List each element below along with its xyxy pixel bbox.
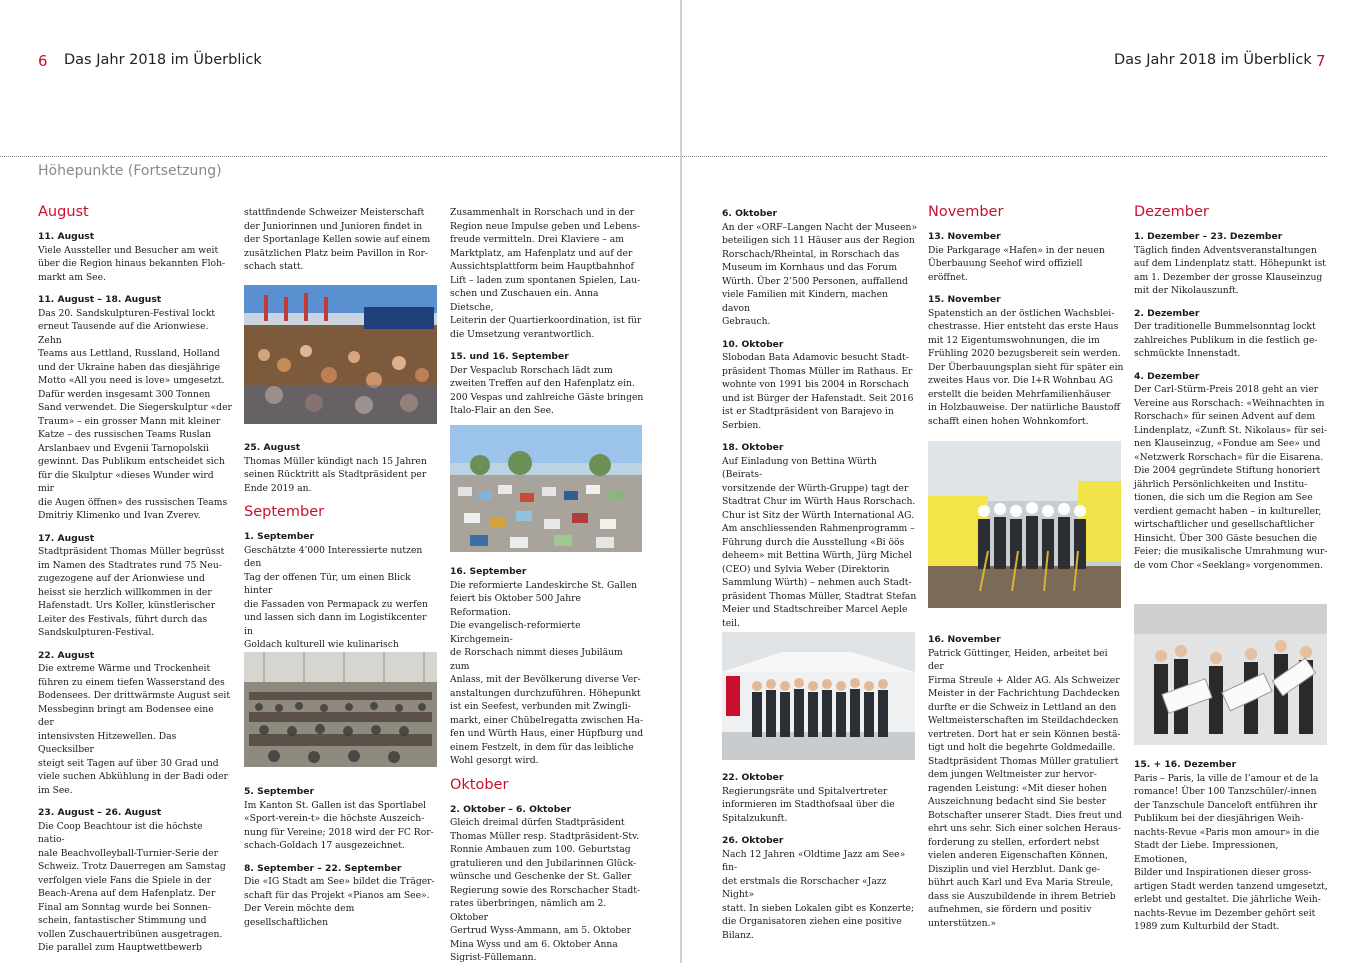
entry-text: Thomas Müller kündigt nach 15 Jahren seinen Rücktritt als Stadtpräsident per Ende 2019 an. xyxy=(244,455,427,494)
entry-date: 1. September xyxy=(244,531,315,543)
page-number-left: 6 xyxy=(38,52,48,70)
entry-date: 13. November xyxy=(928,231,1001,243)
entry xyxy=(38,649,232,798)
column-6-lower xyxy=(1134,758,1330,943)
entry xyxy=(450,803,644,963)
entry xyxy=(38,806,232,955)
entry xyxy=(244,862,438,930)
column-2 xyxy=(244,206,438,274)
entry-date: 15. + 16. Dezember xyxy=(1134,759,1237,770)
month-heading-dezember: Dezember xyxy=(1134,204,1209,220)
groundbreaking-ceremony-photo xyxy=(928,441,1121,608)
entry xyxy=(928,230,1124,284)
continued-text: Zusammenhalt in Rorschach und in der Region neue Impulse geben und Lebens- freude vermitteln. Drei Klaviere – am Marktplatz, am Hafenplatz und auf der Aussichtsplattform beim Hauptbahnhof Lift – laden zum spontanen Spielen, Lau- schen und Zuschauen ein. Anna Dietsche, Leiterin der Quartierkoordination, ist für die Umsetzung verantwortlich. xyxy=(450,207,642,340)
entry-text: Das 20. Sandskulpturen-Festival lockt erneut Tausende auf die Arionwiese. Zehn Teams aus Lettland, Russland, Holland und der Ukraine haben das diesjährige Motto «All you need is love» umgesetzt. Dafür werden insgesamt 300 Tonnen Sand verwendet. Die Siegerskulptur «der Traum» – ein grosser Mann mit kleiner Katze – des russischen Teams Ruslan Arslanbaev und Evgenii Tarnopolskii gewinnt. Das Publikum entscheidet sich für die Skulptur «dieses Wunder wird mir die Augen öffnen» des russischen Teams Dmitriy Klimenko und Ivan Zverev. xyxy=(38,307,232,522)
month-heading-september: September xyxy=(244,504,325,520)
entry-date: 15. und 16. September xyxy=(450,351,569,362)
entry-text: Slobodan Bata Adamovic besucht Stadt- präsident Thomas Müller im Rathaus. Er wohnte von 1991 bis 2004 in Rorschach und ist Bürger der Hafenstadt. Seit 2016 ist er Stadtpräsident von Barajevo in Serbien. xyxy=(722,352,914,431)
column-5-lower xyxy=(928,633,1124,939)
entry-text: Der Carl-Stürm-Preis 2018 geht an vier Vereine aus Rorschach: «Weihnachten in Rorschach» für seinen Advent auf dem Lindenplatz, «Zunft St. Nikolaus» für sei- nen Klauseinzug, «Fondue am See» und «Netzwerk Rorschach» für die Eisarena. Die 2004 gegründete Stiftung honoriert jährlich Persönlichkeiten und Institu- tionen, die sich um die Region am See verdient gemacht haben – in kultureller, wirtschaftlicher und gesellschaftlicher Hinsicht. Über 300 Gäste besuchen die Feier; die musikalische Umrahmung wur- de vom Chor «Seeklang» vorgenommen. xyxy=(1134,384,1328,571)
entry-date: 6. Oktober xyxy=(722,208,778,219)
dotted-divider-left xyxy=(0,156,681,157)
column-2-bottom xyxy=(244,785,438,938)
column-6 xyxy=(1134,204,1330,581)
entry-text: An der «ORF–Langen Nacht der Museen» beteiligen sich 11 Häuser aus der Region Rorschach/Rheintal, in Rorschach das Museum im Kornhaus und das Forum Würth. Über 2’500 Personen, auffallend viele Familien mit Kindern, machen davon Gebrauch. xyxy=(722,221,918,327)
column-3-lower xyxy=(450,565,644,963)
entry xyxy=(722,834,918,942)
entry-text: Nach 12 Jahren «Oldtime Jazz am See» fin- det erstmals die Rorschacher «Jazz Night» statt. In sieben Lokalen gibt es Konzerte; die Organisatoren ziehen eine positive Bilanz. xyxy=(722,848,915,941)
continued-text: stattfindende Schweizer Meisterschaft der Juniorinnen und Junioren findet in der Sportanlage Kellen sowie auf einem zusätzlichen Platz beim Pavillon in Ror- schach statt. xyxy=(244,207,431,272)
page-header-title-right: Das Jahr 2018 im Überblick xyxy=(1114,52,1312,68)
entry-date: 10. Oktober xyxy=(722,338,784,350)
entry-date: 23. August – 26. August xyxy=(38,807,162,819)
entry xyxy=(450,350,644,418)
entry-text: Im Kanton St. Gallen ist das Sportlabel «Sport-verein-t» die höchste Auszeich- nung für Vereine; 2018 wird der FC Ror- schach-Goldach 17 ausgezeichnet. xyxy=(244,799,434,851)
column-1 xyxy=(38,204,232,963)
entry xyxy=(722,441,918,630)
column-5 xyxy=(928,204,1124,437)
entry xyxy=(450,565,644,768)
column-3 xyxy=(450,206,644,427)
entry-date: 11. August – 18. August xyxy=(38,294,162,306)
entry-text: Geschätzte 4’000 Interessierte nutzen den Tag der offenen Tür, um einen Blick hinter die Fassaden von Permapack zu werfen und lassen sich dann im Logistikcenter in Goldach kulturell wie kulinarisch xyxy=(244,544,428,651)
entry xyxy=(1134,370,1330,573)
entry-date: 22. August xyxy=(38,649,95,661)
page-number-right: 7 xyxy=(1316,52,1326,70)
entry-text: Stadtpräsident Thomas Müller begrüsst im Namen des Stadtrates rund 75 Neu- zugezogene auf der Arionwiese und heisst sie herzlich willkommen in der Hafenstadt. Urs Koller, künstlerischer Leiter des Festivals, führt durch das Sandskulpturen-Festival. xyxy=(38,546,225,639)
entry-date: 25. August xyxy=(244,442,301,453)
column-4 xyxy=(722,207,918,639)
entry-text: Die reformierte Landeskirche St. Gallen feiert bis Oktober 500 Jahre Reformation. Die evangelisch-reformierte Kirchgemein- de Rorschach nimmt dieses Jubiläum zum Anlass, mit der Bevölkerung diverse Ver- anstaltungen durchzuführen. Höhepunkt ist ein Seefest, verbunden mit Zwingli- markt, einer Chübelregatta zwischen Ha- fen und Würth Haus, einer Hüpfburg und einem Festzelt, in dem für das leibliche Wohl gesorgt wird. xyxy=(450,579,644,766)
month-heading-oktober: Oktober xyxy=(450,776,509,793)
entry-text: Auf Einladung von Bettina Würth (Beirats- vorsitzende der Würth-Gruppe) tagt der Stadtrat Chur im Würth Haus Rorschach. Chur ist Sitz der Würth International AG. Am anschliessenden Rahmenprogramm – Führung durch die Ausstellung «Bi öös deheem» mit Bettina Würth, Jürg Michel (CEO) und Sylvia Weber (Direktorin Sammlung Würth) – nehmen auch Stadt- präsident Thomas Müller, Stadtrat Stefan Meier und Stadtschreiber Marcel Aeple teil. xyxy=(722,455,917,629)
entry-text: Viele Aussteller und Besucher am weit über die Region hinaus bekannten Floh- markt am See. xyxy=(38,244,226,283)
section-subheading: Höhepunkte (Fortsetzung) xyxy=(38,163,222,179)
entry-text: Gleich dreimal dürfen Stadtpräsident Thomas Müller resp. Stadtpräsident-Stv. Ronnie Ambauen zum 100. Geburtstag gratulieren und den Jubilarinnen Glück- wünsche und Geschenke der St. Galler Regierung sowie des Rorschacher Stadt- rates überbringen, nämlich am 2. Oktober Gertrud Wyss-Ammann, am 5. Oktober Mina Wyss und am 6. Oktober Anna Sigrist-Füllemann. xyxy=(450,817,641,963)
entry xyxy=(244,785,438,853)
dance-revue-photo xyxy=(1134,604,1327,745)
vespa-meeting-photo xyxy=(450,425,642,552)
entry xyxy=(722,771,918,825)
entry-date: 8. September – 22. September xyxy=(244,862,402,874)
entry-date: 2. Oktober – 6. Oktober xyxy=(450,803,572,815)
entry-date: 5. September xyxy=(244,786,315,797)
entry xyxy=(244,441,438,495)
page-header-title-left: Das Jahr 2018 im Überblick xyxy=(64,52,262,68)
entry xyxy=(928,293,1124,428)
column-4-lower xyxy=(722,771,918,951)
entry-date: 22. Oktober xyxy=(722,772,784,783)
right-page xyxy=(682,0,1364,963)
entry-text: Die «IG Stadt am See» bildet die Träger- schaft für das Projekt «Pianos am See». Der Verein möchte dem gesellschaftlichen xyxy=(244,876,435,928)
entry-text: Die Parkgarage «Hafen» in der neuen Überbauung Seehof wird offiziell eröffnet. xyxy=(928,244,1105,283)
entry-date: 15. November xyxy=(928,294,1001,306)
entry-date: 4. Dezember xyxy=(1134,370,1200,382)
entry-text: Patrick Güttinger, Heiden, arbeitet bei der Firma Streule + Alder AG. Als Schweizer Meister in der Fachrichtung Dachdecken durfte er die Schweiz in Lettland an den Weltmeisterschaften im Steildachdecken vertreten. Dort hat er sein Können bestä- tigt und holt die begehrte Goldmedaille. Stadtpräsident Thomas Müller gratuliert dem jungen Weltmeister zur hervor- ragenden Leistung: «Mit dieser hohen Auszeichnung bedacht sind Sie bester Botschafter unserer Stadt. Dies freut und ehrt uns sehr. Sich einer solchen Heraus- forderung zu stellen, erfordert nebst vielen anderen Eigenschaften Können, Disziplin und viel Herzblut. Dank ge- bührt auch Karl und Eva Maria Streule, dass sie Auszubildende in ihrem Betrieb aufnehmen, sie fördern und positiv unterstützen.» xyxy=(928,647,1122,929)
month-heading-august: August xyxy=(38,204,89,220)
month-heading-november: November xyxy=(928,204,1004,220)
entry-text: Täglich finden Adventsveranstaltungen auf dem Lindenplatz statt. Höhepunkt ist am 1. Dezember der grosse Klauseinzug mit der Nikolauszunft. xyxy=(1134,244,1326,297)
entry xyxy=(38,293,232,523)
entry-text: Regierungsräte und Spitalvertreter informieren im Stadthofsaal über die Spitalzukunft. xyxy=(722,785,895,824)
entry-date: 16. November xyxy=(928,634,1001,645)
chur-council-group-photo xyxy=(722,632,915,760)
entry-text: Paris – Paris, la ville de l’amour et de la romance! Über 100 Tanzschüler/-innen der Tanzschule Danceloft entführen ihr Publikum bei der diesjährigen Weih- nachts-Revue «Paris mon amour» in die Stadt der Liebe. Impressionen, Emotionen, Bilder und Inspirationen dieser gross- artigen Stadt werden tanzend umgesetzt, erlebt und gestaltet. Die jährliche Weih- nachts-Revue im Dezember gehört seit 1989 zum Kulturbild der Stadt. xyxy=(1134,772,1328,932)
entry-date: 2. Dezember xyxy=(1134,307,1200,319)
entry xyxy=(722,207,918,329)
entry xyxy=(38,532,232,640)
entry-text: Spatenstich an der östlichen Wachsblei- chestrasse. Hier entsteht das erste Haus mit 12 Eigentumswohnungen, die im Frühling 2020 bezugsbereit sein werden. Der Überbauungsplan sieht für später ein zweites Haus vor. Die I+R Wohnbau AG erstellt die beiden Mehrfamilienhäuser in Holzbauweise. Der natürliche Baustoff schafft einen hohen Wohnkomfort. xyxy=(928,307,1124,427)
permapack-hall-photo xyxy=(244,652,437,767)
entry-text: Der traditionelle Bummelsonntag lockt zahlreiches Publikum in die festlich ge- schmückte Innenstadt. xyxy=(1134,321,1318,360)
left-page xyxy=(0,0,681,963)
entry-text: Die extreme Wärme und Trockenheit führen zu einem tiefen Wasserstand des Bodensees. Der drittwärmste August seit Messbeginn bringt am Bodensee eine der intensivsten Hitzewellen. Das Quecksilber steigt seit Tagen auf über 30 Grad und viele suchen Abkühlung in der Badi oder im See. xyxy=(38,663,231,796)
entry-text: Der Vespaclub Rorschach lädt zum zweiten Treffen auf den Hafenplatz ein. 200 Vespas und zahlreiche Gäste bringen Italo-Flair an den See. xyxy=(450,364,644,416)
entry-date: 26. Oktober xyxy=(722,835,784,846)
entry-date: 17. August xyxy=(38,532,95,544)
entry xyxy=(928,633,1124,930)
entry-date: 18. Oktober xyxy=(722,442,784,453)
entry xyxy=(1134,307,1330,361)
entry-text: Die Coop Beachtour ist die höchste natio- nale Beachvolleyball-Turnier-Serie der Schweiz. Trotz Dauerregen am Samstag verfolgen viele Fans die Spiele in der Beach-Arena auf dem Hafenplatz. Der Final am Sonntag wurde bei Sonnen- schein, fantastischer Stimmung und vollen Zuschauertribünen ausgetragen. Die parallel zum Hauptwettbewerb xyxy=(38,820,226,954)
entry xyxy=(722,338,918,433)
entry xyxy=(1134,758,1330,934)
entry-date: 11. August xyxy=(38,231,95,243)
entry-date: 1. Dezember – 23. Dezember xyxy=(1134,231,1283,243)
entry-date: 16. September xyxy=(450,566,527,577)
beach-volleyball-arena-photo xyxy=(244,285,437,424)
dotted-divider-right xyxy=(682,156,1327,157)
entry xyxy=(38,230,232,284)
entry xyxy=(1134,230,1330,298)
